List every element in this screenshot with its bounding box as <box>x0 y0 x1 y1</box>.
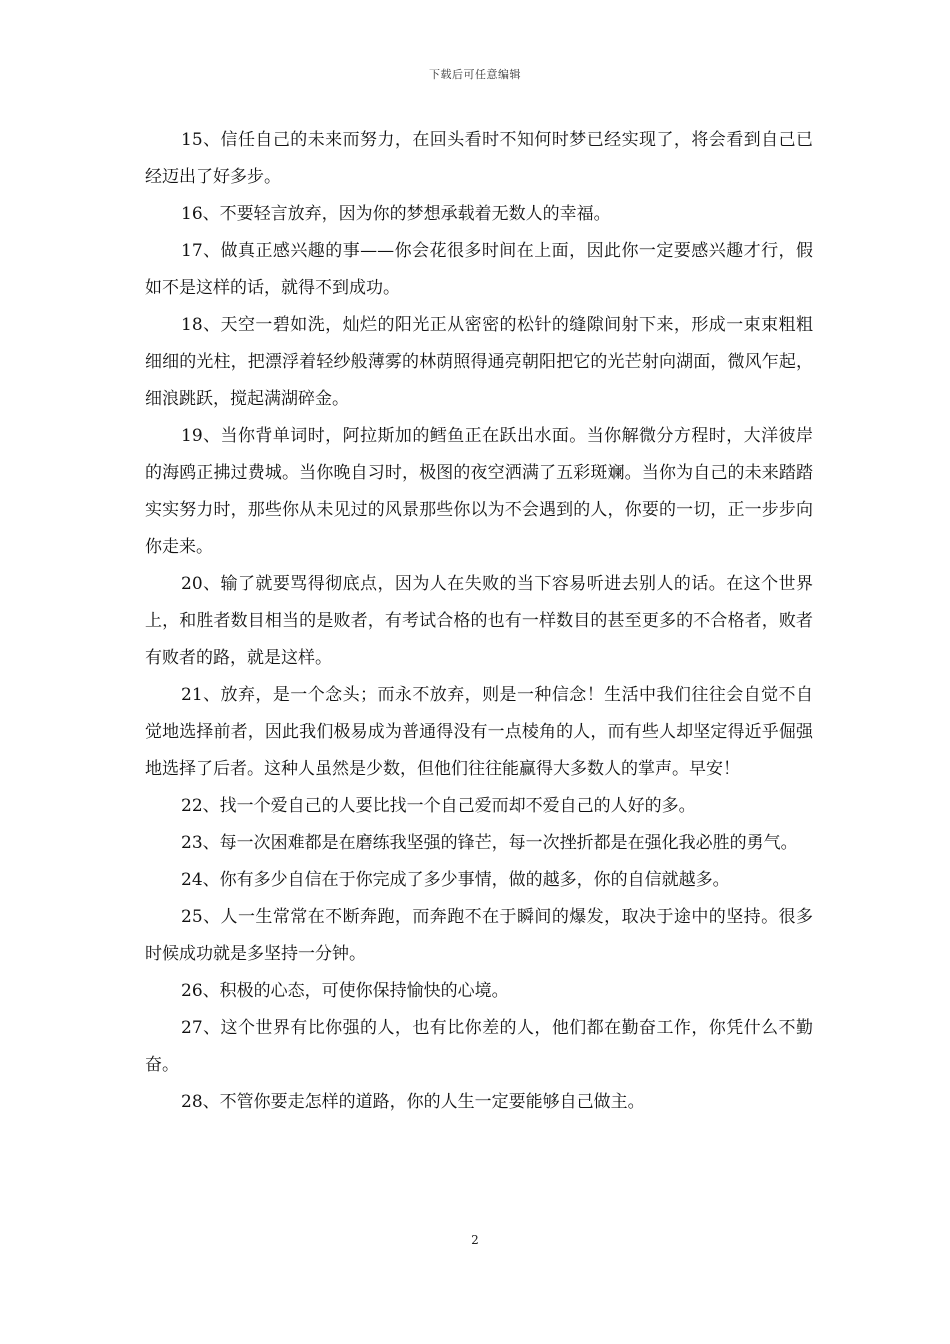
paragraph-22: 22、找一个爱自己的人要比找一个自己爱而却不爱自己的人好的多。 <box>181 796 696 816</box>
paragraph-21: 21、放弃，是一个念头；而永不放弃，则是一种信念！生活中我们往往会自觉不自觉地选择前者，因此我们极易成为普通得没有一点棱角的人，而有些人却坚定得近乎倔强地选择了后者。这种人虽然是少数，但他们往往能赢得大多数人的掌声。早安！ <box>145 685 813 779</box>
paragraph-20: 20、输了就要骂得彻底点，因为人在失败的当下容易听进去别人的话。在这个世界上，和胜者数目相当的是败者，有考试合格的也有一样数目的甚至更多的不合格者，败者有败者的路，就是这样。 <box>145 574 813 668</box>
document-body <box>145 122 813 1121</box>
paragraph-15: 15、信任自己的未来而努力，在回头看时不知何时梦已经实现了，将会看到自己已经迈出了好多步。 <box>145 130 813 187</box>
paragraph-18: 18、天空一碧如洗，灿烂的阳光正从密密的松针的缝隙间射下来，形成一束束粗粗细细的光柱，把漂浮着轻纱般薄雾的林荫照得通亮朝阳把它的光芒射向湖面，微风乍起，细浪跳跃，搅起满湖碎金。 <box>145 315 813 409</box>
paragraph-26: 26、积极的心态，可使你保持愉快的心境。 <box>181 981 509 1001</box>
paragraph-24: 24、你有多少自信在于你完成了多少事情，做的越多，你的自信就越多。 <box>181 870 730 890</box>
page-number: 2 <box>471 1233 479 1247</box>
paragraph-27: 27、这个世界有比你强的人，也有比你差的人，他们都在勤奋工作，你凭什么不勤奋。 <box>145 1018 813 1075</box>
paragraph-16: 16、不要轻言放弃，因为你的梦想承载着无数人的幸福。 <box>181 204 611 224</box>
paragraph-19: 19、当你背单词时，阿拉斯加的鳕鱼正在跃出水面。当你解微分方程时，大洋彼岸的海鸥正拂过费城。当你晚自习时，极图的夜空洒满了五彩斑斓。当你为自己的未来踏踏实实努力时，那些你从未见过的风景那些你以为不会遇到的人，你要的一切，正一步步向你走来。 <box>145 426 813 557</box>
page-header: 下载后可任意编辑 <box>429 68 521 81</box>
paragraph-23: 23、每一次困难都是在磨练我坚强的锋芒，每一次挫折都是在强化我必胜的勇气。 <box>181 833 798 853</box>
paragraph-17: 17、做真正感兴趣的事——你会花很多时间在上面，因此你一定要感兴趣才行，假如不是这样的话，就得不到成功。 <box>145 241 813 298</box>
paragraph-28: 28、不管你要走怎样的道路，你的人生一定要能够自己做主。 <box>181 1092 645 1112</box>
paragraph-25: 25、人一生常常在不断奔跑，而奔跑不在于瞬间的爆发，取决于途中的坚持。很多时候成功就是多坚持一分钟。 <box>145 907 813 964</box>
